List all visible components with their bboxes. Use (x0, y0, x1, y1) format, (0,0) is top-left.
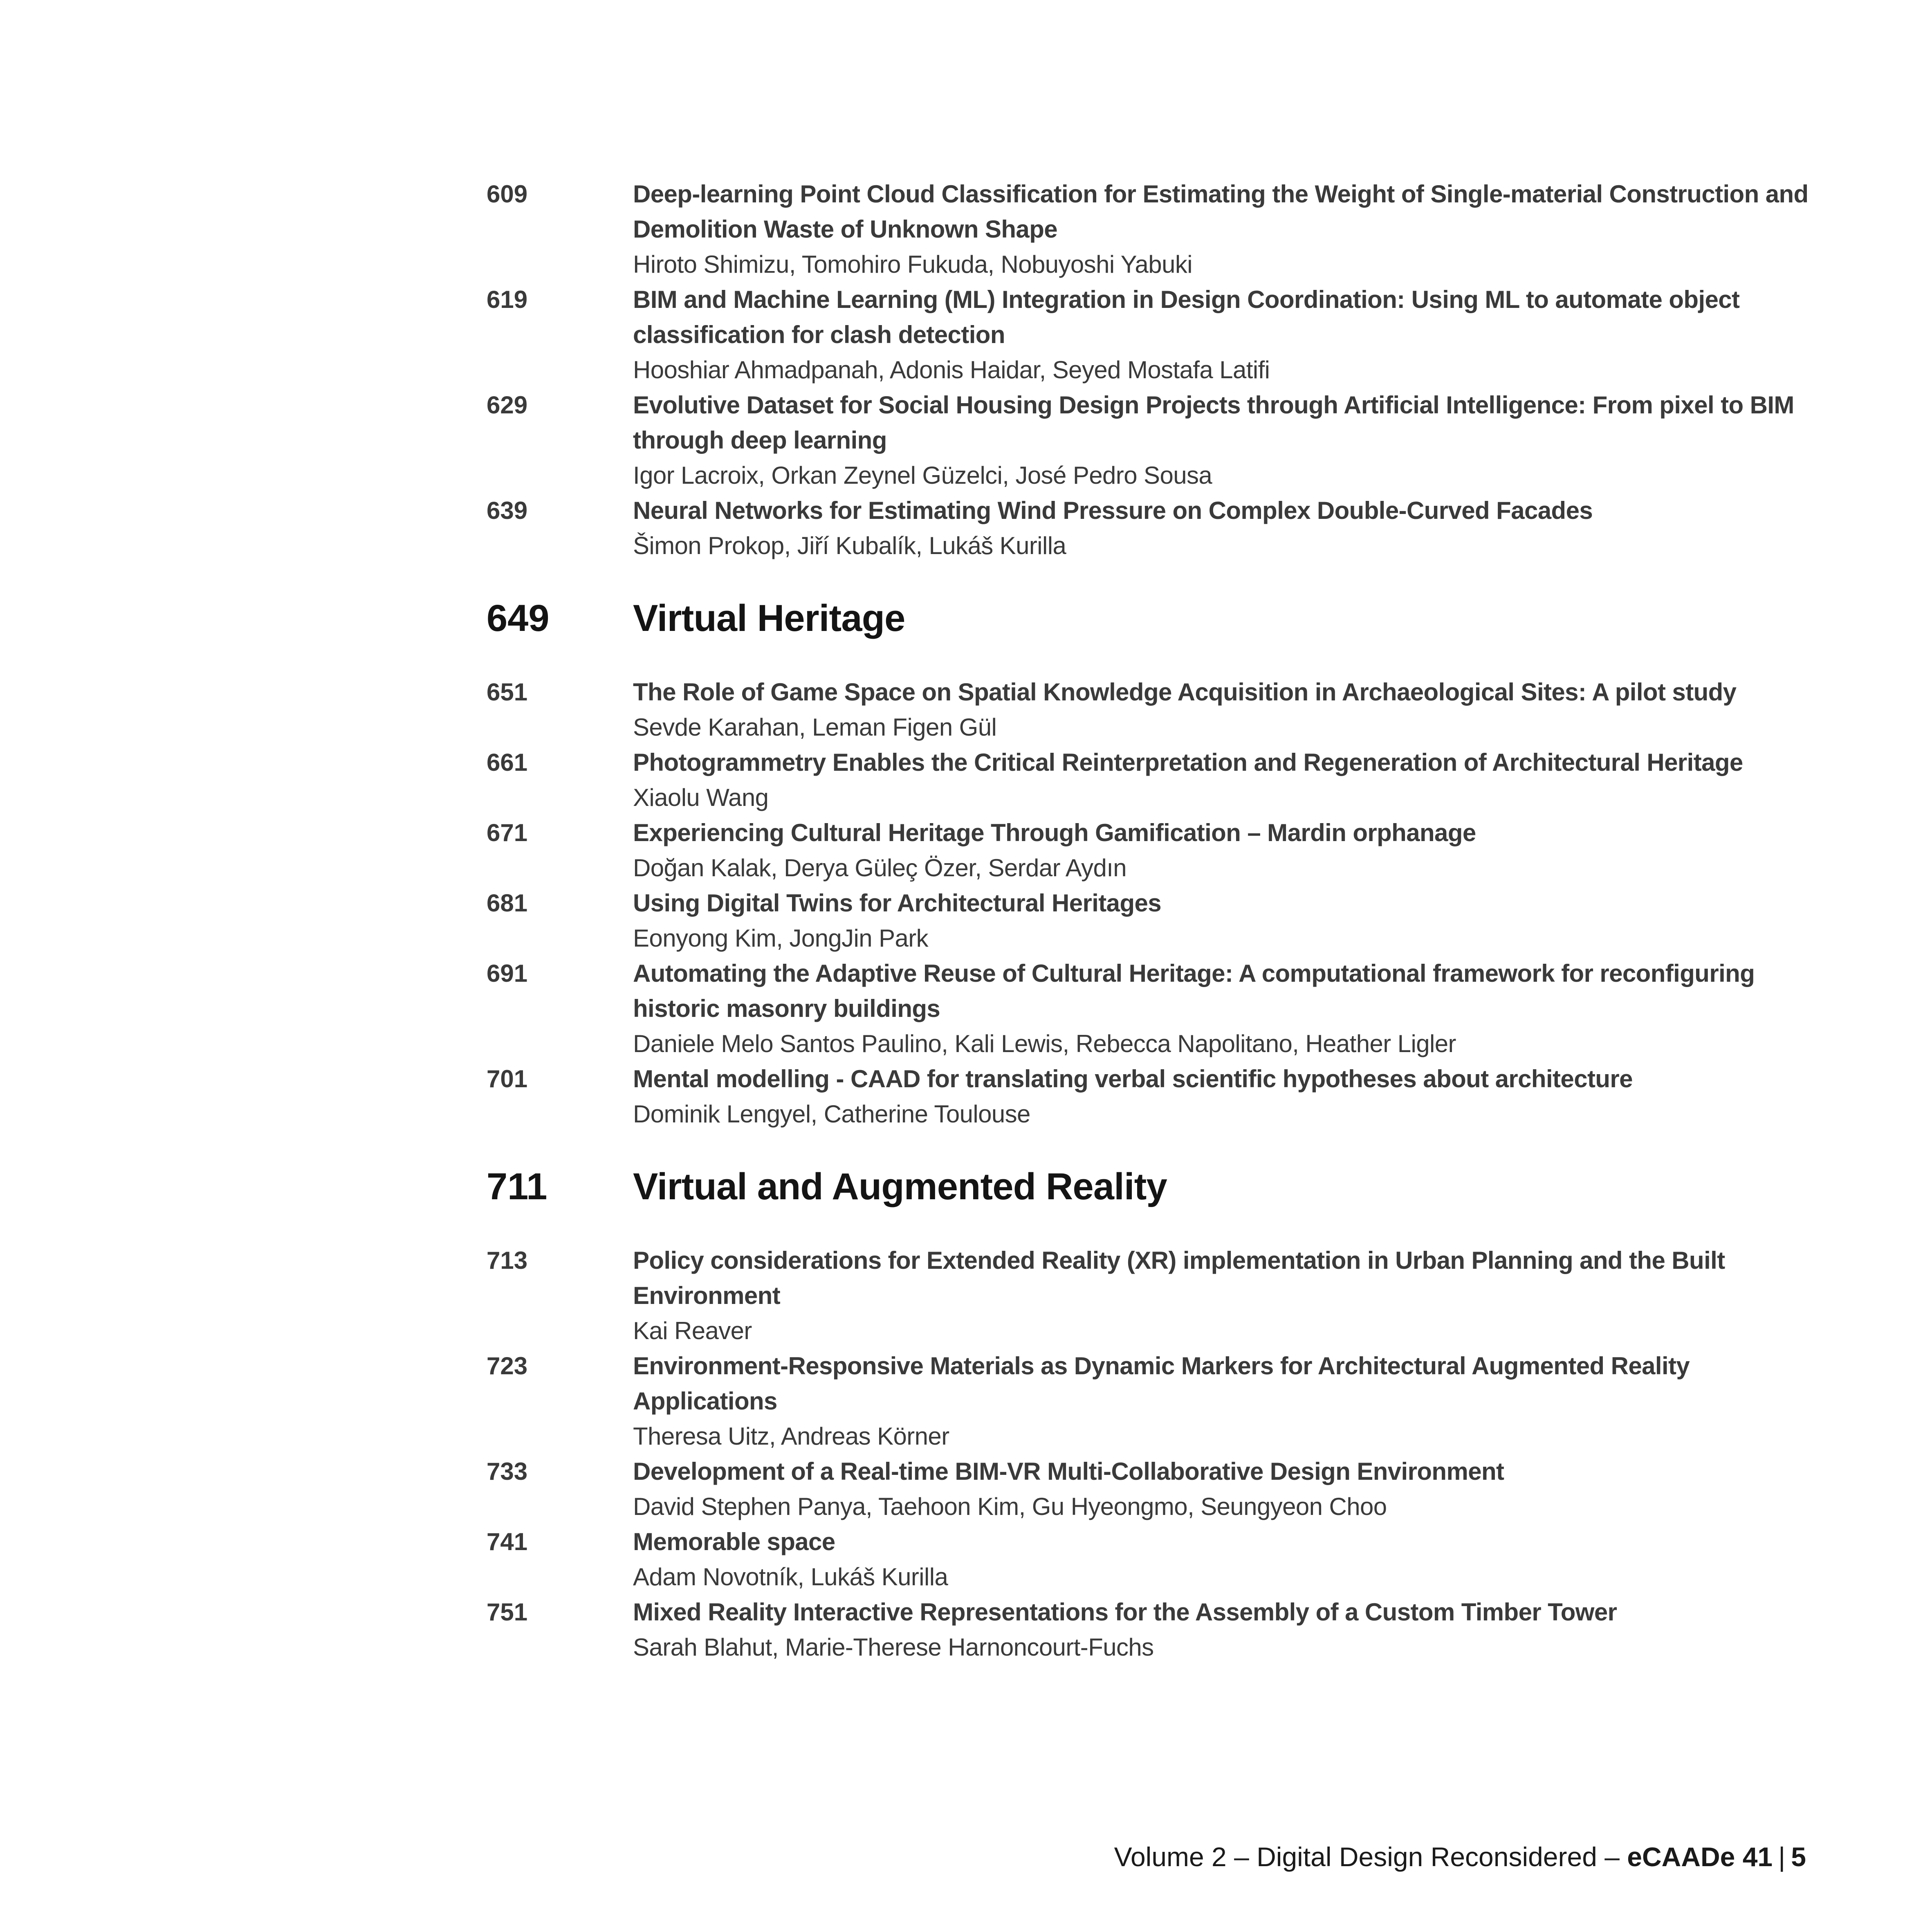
section-heading-virtual-augmented-reality[interactable] (487, 1163, 1824, 1210)
entry-authors: Kai Reaver (633, 1317, 752, 1344)
entry-title: Policy considerations for Extended Reality (XR) implementation in Urban Planning and the Built Environment (633, 1247, 1725, 1309)
entry-page-number: 733 (487, 1458, 528, 1485)
toc-entry[interactable] (487, 745, 1824, 815)
entry-page-number: 661 (487, 749, 528, 776)
entry-page-number: 691 (487, 960, 528, 987)
toc-entry[interactable] (487, 493, 1824, 563)
entry-page-number: 681 (487, 889, 528, 917)
entry-title: Mental modelling - CAAD for translating verbal scientific hypotheses about architecture (633, 1065, 1633, 1093)
entry-page-number: 629 (487, 391, 528, 419)
entry-title: Neural Networks for Estimating Wind Pressure on Complex Double-Curved Facades (633, 497, 1593, 524)
entry-title: BIM and Machine Learning (ML) Integration in Design Coordination: Using ML to automate object classification for clash detection (633, 286, 1740, 348)
entry-title: Development of a Real-time BIM-VR Multi-Collaborative Design Environment (633, 1458, 1504, 1485)
section-heading-virtual-heritage[interactable] (487, 595, 1824, 642)
entry-page-number: 639 (487, 497, 528, 524)
footer-separator: | (1778, 1842, 1786, 1872)
entry-authors: Šimon Prokop, Jiří Kubalík, Lukáš Kurilla (633, 532, 1066, 559)
entry-title: Mixed Reality Interactive Representations for the Assembly of a Custom Timber Tower (633, 1598, 1617, 1626)
entry-page-number: 741 (487, 1528, 528, 1555)
entry-title: Experiencing Cultural Heritage Through Gamification – Mardin orphanage (633, 819, 1476, 846)
entry-title: Memorable space (633, 1528, 835, 1555)
entry-page-number: 751 (487, 1598, 528, 1626)
toc-entry[interactable] (487, 675, 1824, 745)
entry-page-number: 671 (487, 819, 528, 846)
entry-authors: Daniele Melo Santos Paulino, Kali Lewis, Rebecca Napolitano, Heather Ligler (633, 1030, 1456, 1057)
toc-entry[interactable] (487, 388, 1824, 493)
entry-title: Deep-learning Point Cloud Classification for Estimating the Weight of Single-material Construction and Demolition Waste of Unknown Shape (633, 180, 1809, 243)
entry-page-number: 723 (487, 1352, 528, 1380)
footer-volume-text: Volume 2 – Digital Design Reconsidered – (1114, 1842, 1627, 1872)
section-page-number: 649 (487, 597, 550, 639)
toc-entry[interactable] (487, 956, 1824, 1061)
entry-authors: Dominik Lengyel, Catherine Toulouse (633, 1100, 1030, 1128)
entry-authors: Xiaolu Wang (633, 784, 769, 811)
toc-entry[interactable] (487, 1454, 1824, 1524)
entry-title: Using Digital Twins for Architectural Heritages (633, 889, 1162, 917)
entry-authors: Hiroto Shimizu, Tomohiro Fukuda, Nobuyoshi Yabuki (633, 251, 1192, 278)
entry-authors: Igor Lacroix, Orkan Zeynel Güzelci, José Pedro Sousa (633, 462, 1212, 489)
toc-entry[interactable] (487, 177, 1824, 282)
entry-authors: Theresa Uitz, Andreas Körner (633, 1423, 949, 1450)
entry-authors: Sarah Blahut, Marie-Therese Harnoncourt-Fuchs (633, 1634, 1154, 1661)
toc-entry[interactable] (487, 282, 1824, 388)
entry-authors: Sevde Karahan, Leman Figen Gül (633, 714, 997, 741)
entry-page-number: 609 (487, 180, 528, 208)
entry-title: Photogrammetry Enables the Critical Reinterpretation and Regeneration of Architectural Heritage (633, 749, 1743, 776)
entry-page-number: 701 (487, 1065, 528, 1093)
section-page-number: 711 (487, 1166, 548, 1207)
table-of-contents (487, 177, 1824, 1665)
entry-title: Automating the Adaptive Reuse of Cultural Heritage: A computational framework for reconfiguring historic masonry buildings (633, 960, 1755, 1022)
entry-title: The Role of Game Space on Spatial Knowledge Acquisition in Archaeological Sites: A pilot study (633, 678, 1737, 706)
entry-page-number: 651 (487, 678, 528, 706)
entry-page-number: 713 (487, 1247, 528, 1274)
toc-entry[interactable] (487, 886, 1824, 956)
entry-authors: Adam Novotník, Lukáš Kurilla (633, 1563, 948, 1591)
entry-authors: David Stephen Panya, Taehoon Kim, Gu Hyeongmo, Seungyeon Choo (633, 1493, 1387, 1520)
entry-authors: Eonyong Kim, JongJin Park (633, 924, 929, 952)
entry-page-number: 619 (487, 286, 528, 313)
footer-page-number: 5 (1791, 1842, 1806, 1872)
section-title: Virtual and Augmented Reality (633, 1166, 1167, 1207)
toc-entry[interactable] (487, 1595, 1824, 1665)
entry-authors: Doğan Kalak, Derya Güleç Özer, Serdar Aydın (633, 854, 1127, 882)
toc-entry[interactable] (487, 815, 1824, 886)
footer-conference: eCAADe 41 (1627, 1842, 1773, 1872)
page-footer (1114, 1838, 1806, 1875)
section-title: Virtual Heritage (633, 597, 905, 639)
toc-entry[interactable] (487, 1061, 1824, 1132)
toc-entry[interactable] (487, 1243, 1824, 1349)
entry-title: Environment-Responsive Materials as Dynamic Markers for Architectural Augmented Reality Applications (633, 1352, 1690, 1415)
toc-entry[interactable] (487, 1349, 1824, 1454)
entry-authors: Hooshiar Ahmadpanah, Adonis Haidar, Seyed Mostafa Latifi (633, 356, 1270, 384)
entry-title: Evolutive Dataset for Social Housing Design Projects through Artificial Intelligence: From pixel to BIM through deep learning (633, 391, 1794, 454)
toc-entry[interactable] (487, 1524, 1824, 1595)
